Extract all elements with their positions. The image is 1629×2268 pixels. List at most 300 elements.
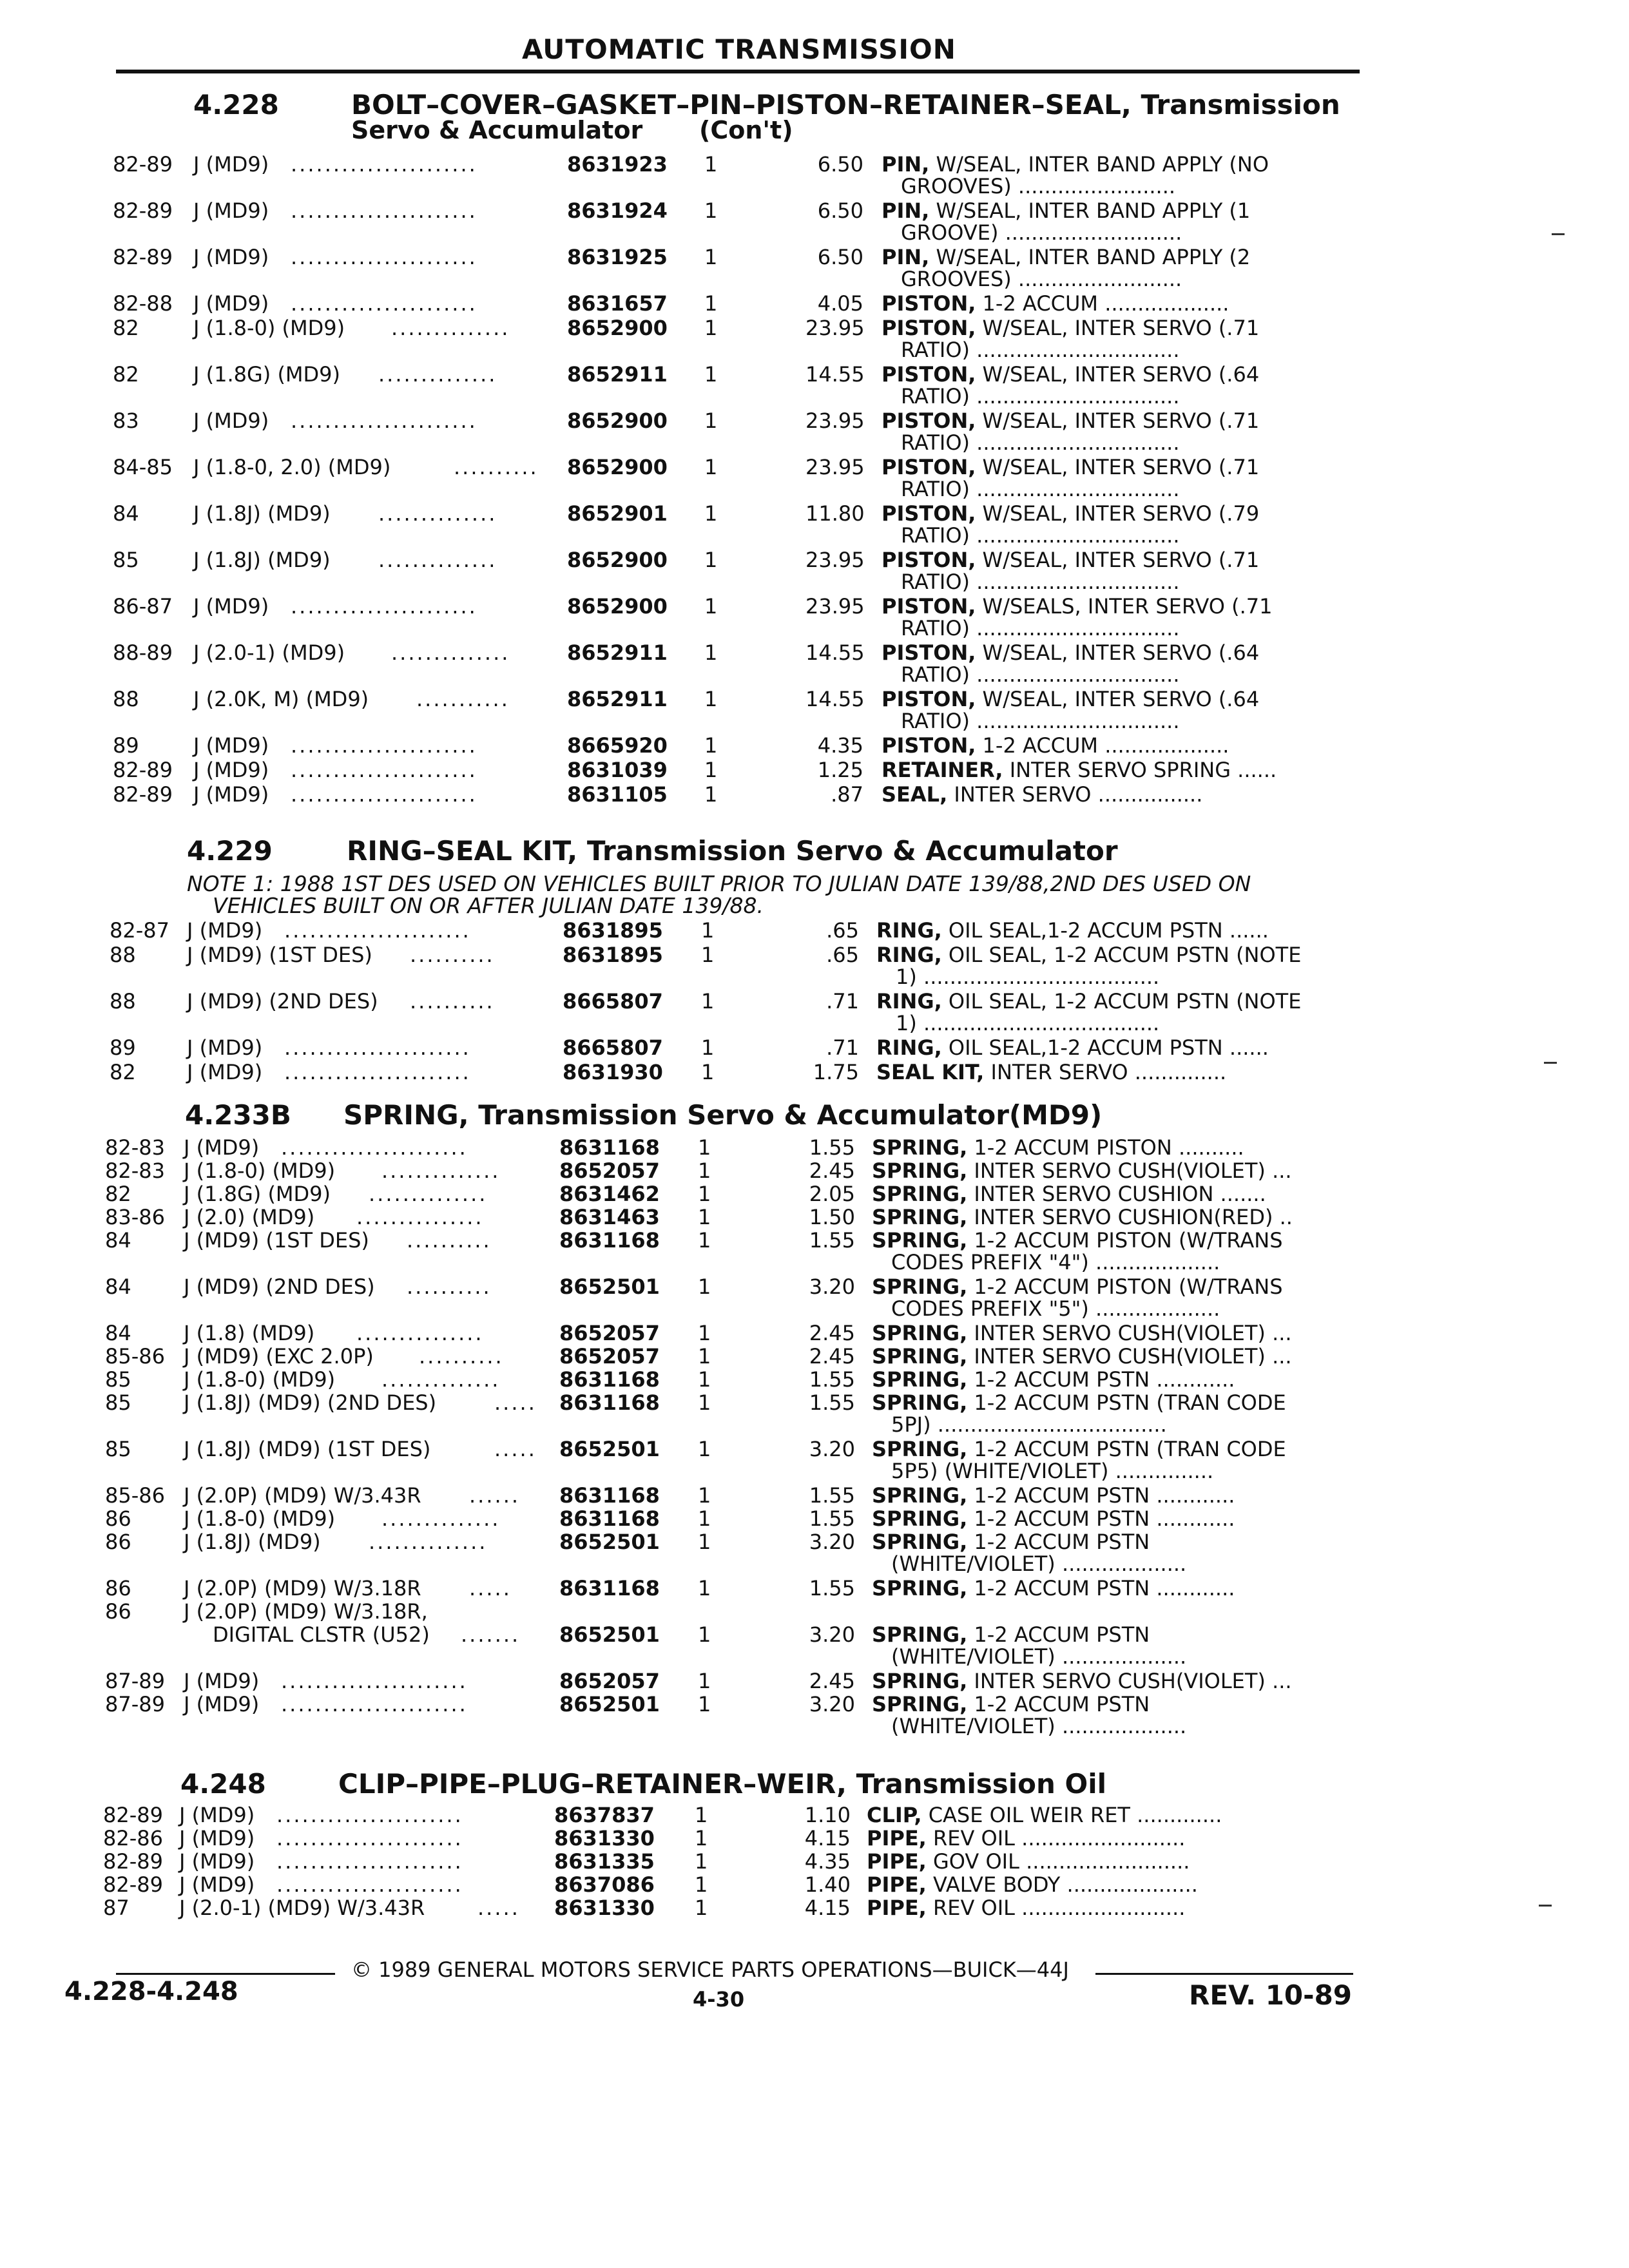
quantity: 1 bbox=[695, 1872, 708, 1897]
model-year: 82-83 bbox=[105, 1135, 165, 1160]
list-price: 1.55 bbox=[809, 1367, 855, 1392]
parts-row bbox=[0, 1205, 1629, 1231]
part-number: 8631168 bbox=[559, 1576, 660, 1600]
model-year: 88 bbox=[110, 989, 136, 1014]
part-description-noun: SEAL KIT, bbox=[876, 1060, 985, 1084]
part-description-continued: RATIO) ............................... bbox=[901, 477, 1180, 501]
part-description-continued: GROOVE) ........................... bbox=[901, 220, 1182, 245]
quantity: 1 bbox=[698, 1530, 711, 1554]
quantity: 1 bbox=[704, 362, 718, 387]
quantity: 1 bbox=[704, 455, 718, 479]
part-description-continued: RATIO) ............................... bbox=[901, 709, 1180, 733]
leader-dots: .......... bbox=[407, 1274, 492, 1299]
list-price: 23.95 bbox=[805, 408, 865, 433]
part-description-detail: OIL SEAL, 1-2 ACCUM PSTN (NOTE bbox=[941, 989, 1302, 1014]
model-year: 82 bbox=[110, 1060, 136, 1084]
list-price: 14.55 bbox=[805, 640, 865, 665]
model-year: 85-86 bbox=[105, 1344, 165, 1369]
part-description-detail: INTER SERVO CUSH(VIOLET) ... bbox=[967, 1158, 1292, 1183]
part-number: 8652501 bbox=[559, 1692, 660, 1716]
part-number: 8652900 bbox=[567, 594, 668, 619]
vehicle-model: J (1.8G) (MD9) bbox=[184, 1182, 331, 1206]
leader-dots: ...................... bbox=[276, 1803, 463, 1827]
part-description bbox=[876, 1060, 1226, 1084]
part-number: 8631168 bbox=[559, 1367, 660, 1392]
leader-dots: ..... bbox=[494, 1437, 537, 1461]
leader-dots: ...................... bbox=[276, 1849, 463, 1874]
vehicle-model: J (1.8J) (MD9) bbox=[193, 501, 331, 526]
quantity: 1 bbox=[704, 291, 718, 316]
part-number: 8652501 bbox=[559, 1622, 660, 1647]
quantity: 1 bbox=[698, 1692, 711, 1716]
part-number: 8631168 bbox=[559, 1483, 660, 1508]
part-number: 8652501 bbox=[559, 1530, 660, 1554]
part-description-noun: PISTON, bbox=[882, 687, 976, 711]
quantity: 1 bbox=[698, 1182, 711, 1206]
leader-dots: .......... bbox=[454, 455, 539, 479]
part-description-continued: (WHITE/VIOLET) ................... bbox=[891, 1552, 1187, 1576]
part-description-noun: RING, bbox=[876, 943, 942, 967]
parts-row bbox=[0, 1182, 1629, 1207]
leader-dots: .......... bbox=[410, 943, 495, 967]
model-year: 84 bbox=[105, 1228, 131, 1253]
part-description-continued: RATIO) ............................... bbox=[901, 523, 1180, 548]
model-year: 89 bbox=[110, 1035, 136, 1060]
part-description-detail: INTER SERVO ................ bbox=[947, 782, 1203, 807]
part-description bbox=[882, 782, 1202, 807]
part-number: 8652501 bbox=[559, 1437, 660, 1461]
leader-dots: .............. bbox=[391, 640, 510, 665]
model-year: 87-89 bbox=[105, 1669, 165, 1693]
part-description-detail: INTER SERVO CUSH(VIOLET) ... bbox=[967, 1669, 1292, 1693]
model-year: 85-86 bbox=[105, 1483, 165, 1508]
part-description bbox=[872, 1274, 1283, 1299]
part-description-continued: 1) .................................... bbox=[896, 965, 1160, 989]
part-description-noun: PISTON, bbox=[882, 455, 976, 479]
section-title-bold: CLIP–PIPE–PLUG–RETAINER–WEIR, bbox=[338, 1768, 847, 1800]
part-description-detail: REV OIL ......................... bbox=[926, 1826, 1186, 1850]
quantity: 1 bbox=[698, 1274, 711, 1299]
part-description bbox=[882, 640, 1259, 665]
leader-dots: .............. bbox=[378, 548, 497, 572]
part-description bbox=[872, 1622, 1150, 1647]
part-description-detail: W/SEAL, INTER SERVO (.71 bbox=[976, 408, 1260, 433]
quantity: 1 bbox=[695, 1896, 708, 1920]
section-title-rest: Transmission bbox=[1131, 89, 1340, 120]
quantity: 1 bbox=[698, 1576, 711, 1600]
section-title-line2: Servo & Accumulator bbox=[351, 116, 643, 144]
leader-dots: .......... bbox=[410, 989, 495, 1014]
list-price: 1.75 bbox=[813, 1060, 859, 1084]
vehicle-model: J (MD9) bbox=[193, 291, 269, 316]
model-year: 87-89 bbox=[105, 1692, 165, 1716]
model-year: 82-86 bbox=[103, 1826, 163, 1850]
list-price: 4.15 bbox=[804, 1826, 851, 1850]
part-description-continued: (WHITE/VIOLET) ................... bbox=[891, 1714, 1187, 1738]
model-year: 83 bbox=[113, 408, 139, 433]
part-description-noun: PIPE, bbox=[867, 1872, 927, 1897]
vehicle-model: J (1.8J) (MD9) bbox=[193, 548, 331, 572]
part-description-detail: 1-2 ACCUM PSTN ............ bbox=[967, 1506, 1235, 1531]
vehicle-model: J (MD9) bbox=[193, 758, 269, 782]
list-price: 23.95 bbox=[805, 594, 865, 619]
model-year: 84-85 bbox=[113, 455, 173, 479]
section-title bbox=[347, 835, 1118, 867]
quantity: 1 bbox=[704, 782, 718, 807]
parts-row bbox=[0, 943, 1629, 989]
vehicle-model: J (2.0P) (MD9) W/3.18R, bbox=[184, 1599, 428, 1624]
parts-row bbox=[0, 1367, 1629, 1393]
part-description-detail: W/SEAL, INTER SERVO (.71 bbox=[976, 455, 1260, 479]
part-number: 8665807 bbox=[563, 989, 663, 1014]
list-price: 1.55 bbox=[809, 1576, 855, 1600]
footer-page-number: 4-30 bbox=[693, 1987, 745, 2012]
part-description bbox=[882, 594, 1273, 619]
part-number: 8652057 bbox=[559, 1669, 660, 1693]
quantity: 1 bbox=[704, 245, 718, 269]
part-description-noun: PISTON, bbox=[882, 291, 976, 316]
model-year: 82 bbox=[105, 1182, 131, 1206]
parts-row bbox=[0, 1599, 1629, 1625]
part-description-detail: INTER SERVO CUSH(VIOLET) ... bbox=[967, 1321, 1292, 1345]
vehicle-model: J (MD9) (2ND DES) bbox=[184, 1274, 375, 1299]
part-description-noun: RING, bbox=[876, 918, 942, 943]
parts-row bbox=[0, 1530, 1629, 1576]
part-description-noun: RETAINER, bbox=[882, 758, 1003, 782]
vehicle-model: J (1.8J) (MD9) (2ND DES) bbox=[184, 1390, 437, 1415]
part-description-noun: PIN, bbox=[882, 245, 930, 269]
parts-row bbox=[0, 548, 1629, 594]
header-rule bbox=[116, 70, 1360, 73]
vehicle-model: J (1.8-0) (MD9) bbox=[184, 1158, 336, 1183]
quantity: 1 bbox=[701, 989, 715, 1014]
parts-row bbox=[0, 455, 1629, 501]
parts-row bbox=[0, 733, 1629, 759]
model-year: 82-88 bbox=[113, 291, 173, 316]
part-description bbox=[867, 1803, 1222, 1827]
parts-row bbox=[0, 408, 1629, 455]
part-description-detail: OIL SEAL,1-2 ACCUM PSTN ...... bbox=[941, 918, 1269, 943]
part-number: 8652900 bbox=[567, 408, 668, 433]
parts-row bbox=[0, 152, 1629, 198]
quantity: 1 bbox=[704, 408, 718, 433]
part-description bbox=[872, 1367, 1235, 1392]
part-description bbox=[872, 1669, 1292, 1693]
parts-row bbox=[0, 1896, 1629, 1921]
model-year: 84 bbox=[113, 501, 139, 526]
part-description-detail: W/SEAL, INTER SERVO (.64 bbox=[976, 362, 1260, 387]
parts-row bbox=[0, 1228, 1629, 1274]
model-year: 84 bbox=[105, 1321, 131, 1345]
model-year: 88 bbox=[113, 687, 139, 711]
part-number: 8631039 bbox=[567, 758, 668, 782]
list-price: 1.55 bbox=[809, 1390, 855, 1415]
part-description-detail: INTER SERVO CUSHION(RED) .. bbox=[967, 1205, 1293, 1229]
list-price: 2.45 bbox=[809, 1344, 855, 1369]
model-year: 88 bbox=[110, 943, 136, 967]
model-year: 86 bbox=[105, 1530, 131, 1554]
parts-row bbox=[0, 1576, 1629, 1602]
part-description-detail: W/SEAL, INTER SERVO (.64 bbox=[976, 640, 1260, 665]
model-year: 82-89 bbox=[103, 1803, 163, 1827]
part-description-noun: SPRING, bbox=[872, 1205, 968, 1229]
leader-dots: ...................... bbox=[284, 1060, 471, 1084]
parts-row bbox=[0, 1274, 1629, 1321]
part-description-noun: PISTON, bbox=[882, 316, 976, 340]
leader-dots: .............. bbox=[378, 501, 497, 526]
parts-row bbox=[0, 782, 1629, 808]
part-description-noun: SPRING, bbox=[872, 1437, 968, 1461]
vehicle-model: J (2.0-1) (MD9) W/3.43R bbox=[179, 1896, 425, 1920]
part-number: 8665920 bbox=[567, 733, 668, 758]
vehicle-model: J (MD9) bbox=[179, 1872, 255, 1897]
parts-row bbox=[0, 640, 1629, 687]
model-year: 85 bbox=[105, 1437, 131, 1461]
quantity: 1 bbox=[698, 1390, 711, 1415]
part-description-noun: SPRING, bbox=[872, 1182, 968, 1206]
vehicle-model: DIGITAL CLSTR (U52) bbox=[213, 1622, 430, 1647]
leader-dots: ...................... bbox=[291, 782, 477, 807]
part-description-detail: CASE OIL WEIR RET ............. bbox=[921, 1803, 1222, 1827]
section-title-rest: Transmission Servo & Accumulator bbox=[577, 835, 1118, 867]
leader-dots: .............. bbox=[381, 1506, 501, 1531]
part-description-detail: VALVE BODY .................... bbox=[926, 1872, 1198, 1897]
leader-dots: .............. bbox=[378, 362, 497, 387]
part-description-continued: RATIO) ............................... bbox=[901, 662, 1180, 687]
part-description-noun: SPRING, bbox=[872, 1692, 968, 1716]
part-number: 8637086 bbox=[554, 1872, 655, 1897]
quantity: 1 bbox=[698, 1437, 711, 1461]
part-number: 8631895 bbox=[563, 943, 663, 967]
parts-row bbox=[0, 1135, 1629, 1161]
leader-dots: .............. bbox=[391, 316, 510, 340]
part-description-noun: SPRING, bbox=[872, 1669, 968, 1693]
quantity: 1 bbox=[704, 594, 718, 619]
part-description bbox=[872, 1205, 1293, 1229]
leader-dots: ...................... bbox=[291, 198, 477, 223]
part-number: 8631923 bbox=[567, 152, 668, 177]
part-description bbox=[872, 1228, 1283, 1253]
quantity: 1 bbox=[704, 733, 718, 758]
parts-row bbox=[0, 501, 1629, 548]
vehicle-model: J (1.8J) (MD9) bbox=[184, 1530, 321, 1554]
part-description bbox=[872, 1530, 1150, 1554]
part-description bbox=[876, 918, 1269, 943]
parts-row bbox=[0, 1622, 1629, 1669]
part-description bbox=[872, 1506, 1235, 1531]
list-price: 2.05 bbox=[809, 1182, 855, 1206]
part-description-continued: CODES PREFIX "4") ................... bbox=[891, 1250, 1220, 1274]
part-description-detail: 1-2 ACCUM PSTN (TRAN CODE bbox=[967, 1390, 1286, 1415]
part-description-noun: PISTON, bbox=[882, 408, 976, 433]
list-price: 2.45 bbox=[809, 1669, 855, 1693]
list-price: 4.35 bbox=[804, 1849, 851, 1874]
section-title-bold: BOLT–COVER–GASKET–PIN–PISTON–RETAINER–SEAL, bbox=[351, 89, 1132, 120]
leader-dots: ..... bbox=[494, 1390, 537, 1415]
margin-mark bbox=[1539, 1905, 1552, 1907]
model-year: 82-89 bbox=[113, 152, 173, 177]
part-description-continued: GROOVES) ......................... bbox=[901, 267, 1182, 291]
leader-dots: ..... bbox=[477, 1896, 520, 1920]
parts-row bbox=[0, 1158, 1629, 1184]
part-description bbox=[876, 989, 1301, 1014]
quantity: 1 bbox=[701, 918, 715, 943]
model-year: 82-89 bbox=[113, 758, 173, 782]
part-description-noun: RING, bbox=[876, 1035, 942, 1060]
part-description-noun: SEAL, bbox=[882, 782, 948, 807]
part-number: 8631105 bbox=[567, 782, 668, 807]
quantity: 1 bbox=[704, 152, 718, 177]
vehicle-model: J (MD9) bbox=[179, 1803, 255, 1827]
quantity: 1 bbox=[704, 198, 718, 223]
parts-row bbox=[0, 1692, 1629, 1738]
leader-dots: .............. bbox=[369, 1182, 488, 1206]
leader-dots: ..... bbox=[469, 1576, 512, 1600]
model-year: 85 bbox=[105, 1367, 131, 1392]
part-description bbox=[867, 1826, 1185, 1850]
list-price: 6.50 bbox=[817, 245, 863, 269]
parts-row bbox=[0, 1826, 1629, 1852]
parts-row bbox=[0, 316, 1629, 362]
vehicle-model: J (1.8-0) (MD9) bbox=[184, 1367, 336, 1392]
footer-copyright: © 1989 GENERAL MOTORS SERVICE PARTS OPERATIONS—BUICK—44J bbox=[351, 1957, 1069, 1982]
leader-dots: ........... bbox=[416, 687, 510, 711]
part-description bbox=[882, 408, 1259, 433]
model-year: 82-83 bbox=[105, 1158, 165, 1183]
parts-row bbox=[0, 245, 1629, 291]
quantity: 1 bbox=[698, 1483, 711, 1508]
part-description-detail: 1-2 ACCUM PSTN (TRAN CODE bbox=[967, 1437, 1286, 1461]
list-price: 3.20 bbox=[809, 1274, 855, 1299]
part-number: 8652057 bbox=[559, 1158, 660, 1183]
leader-dots: .............. bbox=[381, 1367, 501, 1392]
part-description-continued: 1) .................................... bbox=[896, 1011, 1160, 1035]
part-description-detail: 1-2 ACCUM PSTN bbox=[967, 1622, 1150, 1647]
part-number: 8631925 bbox=[567, 245, 668, 269]
leader-dots: ...................... bbox=[284, 1035, 471, 1060]
model-year: 89 bbox=[113, 733, 139, 758]
section-title-rest: Transmission Oil bbox=[846, 1768, 1107, 1800]
part-description-detail: 1-2 ACCUM ................... bbox=[976, 733, 1229, 758]
part-description-noun: PISTON, bbox=[882, 501, 976, 526]
list-price: 4.05 bbox=[817, 291, 863, 316]
part-description-noun: SPRING, bbox=[872, 1506, 968, 1531]
part-description-detail: INTER SERVO SPRING ...... bbox=[1003, 758, 1277, 782]
vehicle-model: J (2.0K, M) (MD9) bbox=[193, 687, 369, 711]
leader-dots: ...................... bbox=[291, 733, 477, 758]
part-description-detail: W/SEAL, INTER SERVO (.71 bbox=[976, 548, 1260, 572]
part-number: 8631895 bbox=[563, 918, 663, 943]
part-description-noun: PISTON, bbox=[882, 733, 976, 758]
parts-row bbox=[0, 1506, 1629, 1532]
part-description-detail: 1-2 ACCUM PISTON .......... bbox=[967, 1135, 1244, 1160]
part-description-continued: RATIO) ............................... bbox=[901, 338, 1180, 362]
part-description-continued: RATIO) ............................... bbox=[901, 616, 1180, 640]
part-number: 8652057 bbox=[559, 1321, 660, 1345]
part-description-detail: INTER SERVO CUSHION ....... bbox=[967, 1182, 1266, 1206]
part-number: 8631463 bbox=[559, 1205, 660, 1229]
leader-dots: ...................... bbox=[291, 152, 477, 177]
part-number: 8652501 bbox=[559, 1274, 660, 1299]
section-note: NOTE 1: 1988 1ST DES USED ON VEHICLES BUILT PRIOR TO JULIAN DATE 139/88,2ND DES USED ON bbox=[187, 871, 1251, 896]
quantity: 1 bbox=[695, 1803, 708, 1827]
footer-rule-right bbox=[1095, 1973, 1353, 1975]
quantity: 1 bbox=[695, 1826, 708, 1850]
part-description-noun: PISTON, bbox=[882, 640, 976, 665]
part-number: 8652900 bbox=[567, 455, 668, 479]
part-number: 8631168 bbox=[559, 1506, 660, 1531]
footer-section-range: 4.228-4.248 bbox=[64, 1977, 238, 2006]
model-year: 88-89 bbox=[113, 640, 173, 665]
part-description bbox=[872, 1576, 1235, 1600]
part-description-detail: GOV OIL ......................... bbox=[926, 1849, 1190, 1874]
parts-row bbox=[0, 1060, 1629, 1086]
leader-dots: ...................... bbox=[291, 245, 477, 269]
quantity: 1 bbox=[698, 1622, 711, 1647]
list-price: 3.20 bbox=[809, 1692, 855, 1716]
section-title bbox=[343, 1099, 1102, 1131]
quantity: 1 bbox=[698, 1321, 711, 1345]
part-description bbox=[872, 1483, 1235, 1508]
part-description-noun: RING, bbox=[876, 989, 942, 1014]
vehicle-model: J (MD9) bbox=[184, 1669, 260, 1693]
part-description-detail: 1-2 ACCUM PSTN ............ bbox=[967, 1576, 1235, 1600]
footer-revision: REV. 10-89 bbox=[1189, 1979, 1353, 2011]
part-description bbox=[872, 1692, 1150, 1716]
parts-row bbox=[0, 1483, 1629, 1509]
vehicle-model: J (MD9) bbox=[193, 733, 269, 758]
part-number: 8631462 bbox=[559, 1182, 660, 1206]
part-number: 8652900 bbox=[567, 548, 668, 572]
section-note: VEHICLES BUILT ON OR AFTER JULIAN DATE 139/88. bbox=[213, 893, 764, 918]
part-description bbox=[876, 943, 1301, 967]
part-description-noun: SPRING, bbox=[872, 1576, 968, 1600]
model-year: 82-87 bbox=[110, 918, 169, 943]
parts-row bbox=[0, 1035, 1629, 1061]
vehicle-model: J (1.8-0) (MD9) bbox=[193, 316, 345, 340]
part-number: 8631330 bbox=[554, 1896, 655, 1920]
list-price: 4.15 bbox=[804, 1896, 851, 1920]
part-description-detail: OIL SEAL,1-2 ACCUM PSTN ...... bbox=[941, 1035, 1269, 1060]
part-description bbox=[882, 548, 1259, 572]
leader-dots: ............... bbox=[356, 1205, 484, 1229]
part-description-detail: W/SEAL, INTER SERVO (.79 bbox=[976, 501, 1260, 526]
leader-dots: ...................... bbox=[281, 1669, 468, 1693]
part-number: 8631335 bbox=[554, 1849, 655, 1874]
part-description bbox=[872, 1390, 1286, 1415]
part-description-noun: SPRING, bbox=[872, 1390, 968, 1415]
quantity: 1 bbox=[701, 1035, 715, 1060]
vehicle-model: J (MD9) bbox=[193, 782, 269, 807]
part-description-continued: CODES PREFIX "5") ................... bbox=[891, 1296, 1220, 1321]
quantity: 1 bbox=[701, 1060, 715, 1084]
list-price: 6.50 bbox=[817, 198, 863, 223]
list-price: 23.95 bbox=[805, 548, 865, 572]
parts-row bbox=[0, 989, 1629, 1035]
part-description-detail: 1-2 ACCUM PISTON (W/TRANS bbox=[967, 1228, 1283, 1253]
model-year: 82-89 bbox=[113, 245, 173, 269]
leader-dots: ...... bbox=[469, 1483, 521, 1508]
part-description bbox=[876, 1035, 1269, 1060]
part-description-noun: PIPE, bbox=[867, 1849, 927, 1874]
list-price: 4.35 bbox=[817, 733, 863, 758]
quantity: 1 bbox=[698, 1669, 711, 1693]
quantity: 1 bbox=[704, 687, 718, 711]
vehicle-model: J (2.0P) (MD9) W/3.43R bbox=[184, 1483, 421, 1508]
leader-dots: ...................... bbox=[281, 1692, 468, 1716]
vehicle-model: J (1.8-0, 2.0) (MD9) bbox=[193, 455, 391, 479]
list-price: 1.40 bbox=[804, 1872, 851, 1897]
